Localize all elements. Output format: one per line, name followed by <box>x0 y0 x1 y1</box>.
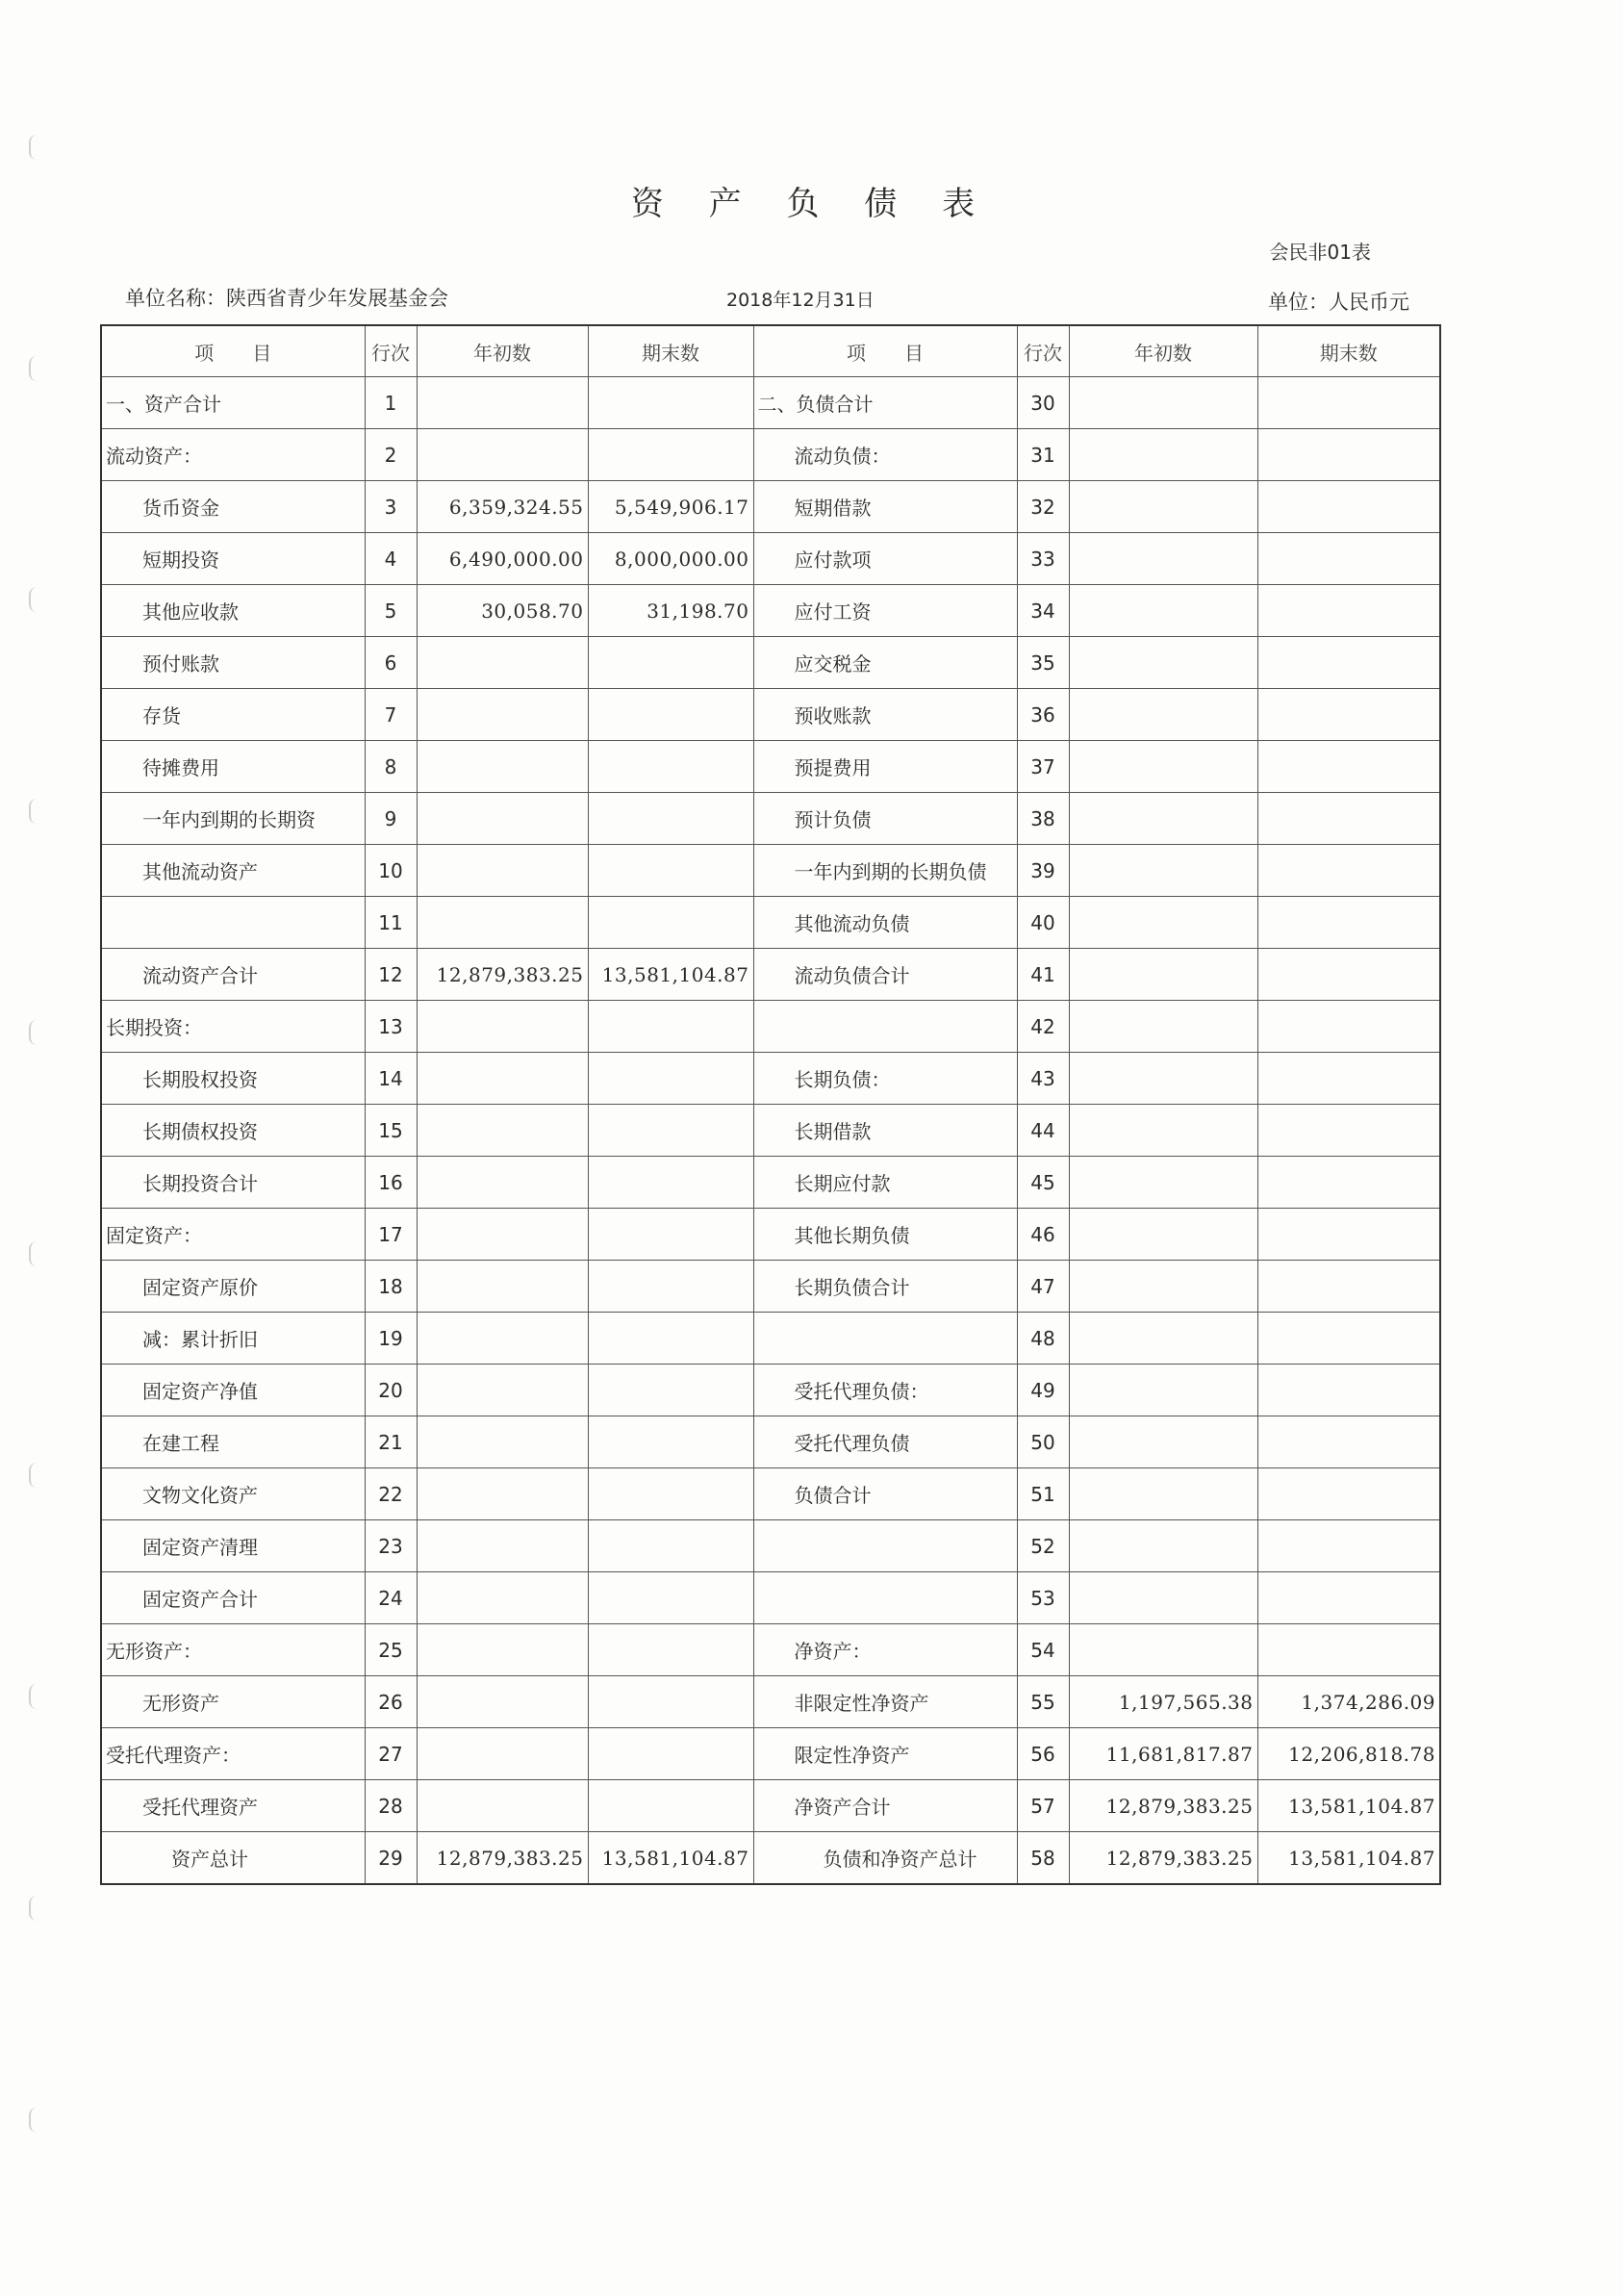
right-end-value: 1,374,286.09 <box>1257 1676 1440 1728</box>
right-line-number: 40 <box>1017 897 1069 949</box>
right-item-label: 二、负债合计 <box>753 377 1017 429</box>
table-row <box>101 1261 1440 1313</box>
right-end-value <box>1257 429 1440 481</box>
right-end-value <box>1257 1468 1440 1520</box>
right-line-number: 44 <box>1017 1105 1069 1157</box>
right-line-number: 33 <box>1017 533 1069 585</box>
left-end-value: 13,581,104.87 <box>588 949 753 1001</box>
left-line-number: 5 <box>365 585 417 637</box>
left-end-value <box>588 741 753 793</box>
left-line-number: 2 <box>365 429 417 481</box>
left-begin-value <box>417 1001 588 1053</box>
right-line-number: 34 <box>1017 585 1069 637</box>
table-row <box>101 1520 1440 1572</box>
right-end-value: 12,206,818.78 <box>1257 1728 1440 1780</box>
right-item-label: 非限定性净资产 <box>753 1676 1017 1728</box>
left-begin-value <box>417 793 588 845</box>
binder-hole-mark <box>29 1684 40 1709</box>
right-item-label: 净资产： <box>753 1624 1017 1676</box>
table-row <box>101 585 1440 637</box>
right-begin-value <box>1069 741 1257 793</box>
right-item-label: 预收账款 <box>753 689 1017 741</box>
table-header-row <box>101 325 1440 377</box>
left-line-number: 1 <box>365 377 417 429</box>
right-item-label: 预提费用 <box>753 741 1017 793</box>
right-item-label: 负债和净资产总计 <box>753 1832 1017 1885</box>
right-line-number: 45 <box>1017 1157 1069 1209</box>
left-line-number: 20 <box>365 1365 417 1416</box>
right-line-number: 41 <box>1017 949 1069 1001</box>
left-end-value <box>588 1416 753 1468</box>
left-begin-value <box>417 741 588 793</box>
table-row <box>101 741 1440 793</box>
left-begin-value: 12,879,383.25 <box>417 1832 588 1885</box>
right-line-number: 43 <box>1017 1053 1069 1105</box>
left-item-label: 长期债权投资 <box>101 1105 365 1157</box>
left-item-label: 短期投资 <box>101 533 365 585</box>
right-end-value <box>1257 1209 1440 1261</box>
right-line-number: 39 <box>1017 845 1069 897</box>
table-row <box>101 793 1440 845</box>
left-item-label: 其他应收款 <box>101 585 365 637</box>
table-row <box>101 533 1440 585</box>
left-end-value <box>588 793 753 845</box>
left-item-label: 其他流动资产 <box>101 845 365 897</box>
left-item-label: 流动资产合计 <box>101 949 365 1001</box>
right-end-value <box>1257 377 1440 429</box>
right-begin-value <box>1069 1209 1257 1261</box>
binder-hole-mark <box>29 1020 40 1045</box>
column-header-end: 期末数 <box>588 325 753 377</box>
report-date: 2018年12月31日 <box>726 290 875 311</box>
right-end-value <box>1257 1001 1440 1053</box>
right-begin-value <box>1069 1416 1257 1468</box>
right-begin-value <box>1069 377 1257 429</box>
left-begin-value <box>417 377 588 429</box>
left-item-label: 待摊费用 <box>101 741 365 793</box>
left-line-number: 15 <box>365 1105 417 1157</box>
form-code: 会民非01表 <box>1269 241 1371 264</box>
right-line-number: 31 <box>1017 429 1069 481</box>
table-row <box>101 1365 1440 1416</box>
right-line-number: 36 <box>1017 689 1069 741</box>
left-end-value <box>588 845 753 897</box>
left-end-value <box>588 1313 753 1365</box>
left-begin-value <box>417 1728 588 1780</box>
left-line-number: 28 <box>365 1780 417 1832</box>
right-item-label: 应付款项 <box>753 533 1017 585</box>
left-end-value <box>588 1261 753 1313</box>
right-item-label: 长期负债合计 <box>753 1261 1017 1313</box>
right-begin-value <box>1069 481 1257 533</box>
left-item-label: 长期投资： <box>101 1001 365 1053</box>
table-row <box>101 1105 1440 1157</box>
left-begin-value <box>417 637 588 689</box>
right-item-label: 应交税金 <box>753 637 1017 689</box>
left-begin-value <box>417 1572 588 1624</box>
left-begin-value <box>417 1624 588 1676</box>
right-item-label: 流动负债合计 <box>753 949 1017 1001</box>
left-end-value <box>588 1780 753 1832</box>
binder-hole-mark <box>29 2107 40 2132</box>
right-begin-value <box>1069 1624 1257 1676</box>
binder-hole-mark <box>29 1241 40 1266</box>
right-begin-value <box>1069 793 1257 845</box>
table-row <box>101 1313 1440 1365</box>
right-end-value: 13,581,104.87 <box>1257 1780 1440 1832</box>
left-item-label: 长期投资合计 <box>101 1157 365 1209</box>
left-begin-value <box>417 1105 588 1157</box>
right-line-number: 38 <box>1017 793 1069 845</box>
left-begin-value <box>417 1416 588 1468</box>
left-line-number: 21 <box>365 1416 417 1468</box>
right-item-label: 限定性净资产 <box>753 1728 1017 1780</box>
left-begin-value <box>417 429 588 481</box>
left-line-number: 11 <box>365 897 417 949</box>
left-begin-value: 30,058.70 <box>417 585 588 637</box>
right-end-value <box>1257 1416 1440 1468</box>
left-item-label: 货币资金 <box>101 481 365 533</box>
balance-sheet-table <box>100 324 1441 1885</box>
right-line-number: 32 <box>1017 481 1069 533</box>
table-row <box>101 1832 1440 1885</box>
left-begin-value <box>417 897 588 949</box>
right-end-value <box>1257 1313 1440 1365</box>
right-end-value <box>1257 1053 1440 1105</box>
right-begin-value <box>1069 1261 1257 1313</box>
left-end-value <box>588 1468 753 1520</box>
left-item-label: 固定资产净值 <box>101 1365 365 1416</box>
right-end-value <box>1257 1365 1440 1416</box>
right-begin-value <box>1069 897 1257 949</box>
right-begin-value <box>1069 1520 1257 1572</box>
left-item-label: 固定资产原价 <box>101 1261 365 1313</box>
left-begin-value: 6,490,000.00 <box>417 533 588 585</box>
table-row <box>101 1780 1440 1832</box>
left-end-value <box>588 377 753 429</box>
table-row <box>101 1209 1440 1261</box>
right-begin-value <box>1069 429 1257 481</box>
left-end-value <box>588 1365 753 1416</box>
right-begin-value: 12,879,383.25 <box>1069 1780 1257 1832</box>
left-end-value <box>588 637 753 689</box>
left-item-label: 预付账款 <box>101 637 365 689</box>
left-end-value <box>588 1520 753 1572</box>
binder-hole-mark <box>29 799 40 824</box>
right-begin-value <box>1069 637 1257 689</box>
right-begin-value <box>1069 845 1257 897</box>
right-item-label: 其他流动负债 <box>753 897 1017 949</box>
column-header-begin: 年初数 <box>417 325 588 377</box>
column-header-begin: 年初数 <box>1069 325 1257 377</box>
right-begin-value <box>1069 1313 1257 1365</box>
table-row <box>101 429 1440 481</box>
column-header-item: 项 目 <box>753 325 1017 377</box>
right-item-label: 负债合计 <box>753 1468 1017 1520</box>
right-item-label <box>753 1001 1017 1053</box>
right-end-value <box>1257 533 1440 585</box>
binder-hole-mark <box>29 135 40 160</box>
table-row <box>101 637 1440 689</box>
right-begin-value: 11,681,817.87 <box>1069 1728 1257 1780</box>
left-item-label: 无形资产： <box>101 1624 365 1676</box>
table-row <box>101 481 1440 533</box>
left-begin-value <box>417 1053 588 1105</box>
right-line-number: 54 <box>1017 1624 1069 1676</box>
left-item-label: 固定资产清理 <box>101 1520 365 1572</box>
right-end-value <box>1257 1105 1440 1157</box>
left-end-value <box>588 1572 753 1624</box>
binder-hole-mark <box>29 356 40 381</box>
column-header-line: 行次 <box>1017 325 1069 377</box>
left-line-number: 26 <box>365 1676 417 1728</box>
right-item-label: 一年内到期的长期负债 <box>753 845 1017 897</box>
right-item-label: 其他长期负债 <box>753 1209 1017 1261</box>
table-row <box>101 1416 1440 1468</box>
left-line-number: 9 <box>365 793 417 845</box>
left-begin-value <box>417 1676 588 1728</box>
left-begin-value: 12,879,383.25 <box>417 949 588 1001</box>
left-item-label <box>101 897 365 949</box>
right-item-label: 长期借款 <box>753 1105 1017 1157</box>
right-begin-value <box>1069 1001 1257 1053</box>
column-header-end: 期末数 <box>1257 325 1440 377</box>
right-end-value <box>1257 845 1440 897</box>
left-item-label: 资产总计 <box>101 1832 365 1885</box>
right-begin-value <box>1069 1053 1257 1105</box>
left-begin-value <box>417 1209 588 1261</box>
left-end-value: 8,000,000.00 <box>588 533 753 585</box>
column-header-line: 行次 <box>365 325 417 377</box>
right-begin-value <box>1069 949 1257 1001</box>
right-begin-value: 1,197,565.38 <box>1069 1676 1257 1728</box>
table-row <box>101 377 1440 429</box>
right-line-number: 50 <box>1017 1416 1069 1468</box>
right-item-label: 受托代理负债： <box>753 1365 1017 1416</box>
right-end-value <box>1257 481 1440 533</box>
left-line-number: 16 <box>365 1157 417 1209</box>
table-row <box>101 845 1440 897</box>
right-begin-value: 12,879,383.25 <box>1069 1832 1257 1885</box>
table-row <box>101 1468 1440 1520</box>
table-row <box>101 1053 1440 1105</box>
right-begin-value <box>1069 1365 1257 1416</box>
left-begin-value <box>417 1468 588 1520</box>
right-end-value <box>1257 1157 1440 1209</box>
left-item-label: 在建工程 <box>101 1416 365 1468</box>
left-begin-value <box>417 845 588 897</box>
table-row <box>101 689 1440 741</box>
right-item-label: 短期借款 <box>753 481 1017 533</box>
left-end-value <box>588 1676 753 1728</box>
right-end-value <box>1257 585 1440 637</box>
left-end-value: 31,198.70 <box>588 585 753 637</box>
right-begin-value <box>1069 1572 1257 1624</box>
left-line-number: 14 <box>365 1053 417 1105</box>
left-line-number: 24 <box>365 1572 417 1624</box>
left-end-value <box>588 897 753 949</box>
right-end-value <box>1257 1520 1440 1572</box>
right-line-number: 48 <box>1017 1313 1069 1365</box>
table-row <box>101 1676 1440 1728</box>
right-item-label <box>753 1520 1017 1572</box>
table-row <box>101 1157 1440 1209</box>
right-end-value <box>1257 741 1440 793</box>
right-line-number: 56 <box>1017 1728 1069 1780</box>
left-line-number: 27 <box>365 1728 417 1780</box>
right-end-value <box>1257 689 1440 741</box>
right-end-value: 13,581,104.87 <box>1257 1832 1440 1885</box>
right-item-label <box>753 1313 1017 1365</box>
left-end-value <box>588 429 753 481</box>
right-line-number: 46 <box>1017 1209 1069 1261</box>
right-line-number: 30 <box>1017 377 1069 429</box>
left-begin-value: 6,359,324.55 <box>417 481 588 533</box>
left-end-value <box>588 1053 753 1105</box>
right-item-label: 长期应付款 <box>753 1157 1017 1209</box>
left-line-number: 12 <box>365 949 417 1001</box>
right-end-value <box>1257 637 1440 689</box>
table-row <box>101 1572 1440 1624</box>
left-line-number: 7 <box>365 689 417 741</box>
document-title: 资 产 负 债 表 <box>630 185 993 223</box>
right-item-label: 流动负债： <box>753 429 1017 481</box>
left-line-number: 22 <box>365 1468 417 1520</box>
right-line-number: 37 <box>1017 741 1069 793</box>
right-item-label: 应付工资 <box>753 585 1017 637</box>
right-item-label: 净资产合计 <box>753 1780 1017 1832</box>
left-end-value: 13,581,104.87 <box>588 1832 753 1885</box>
right-begin-value <box>1069 533 1257 585</box>
left-begin-value <box>417 1157 588 1209</box>
left-end-value <box>588 1157 753 1209</box>
left-line-number: 25 <box>365 1624 417 1676</box>
table-row <box>101 949 1440 1001</box>
right-end-value <box>1257 793 1440 845</box>
left-line-number: 10 <box>365 845 417 897</box>
right-begin-value <box>1069 1157 1257 1209</box>
left-item-label: 一年内到期的长期资 <box>101 793 365 845</box>
left-begin-value <box>417 1520 588 1572</box>
left-line-number: 3 <box>365 481 417 533</box>
left-line-number: 8 <box>365 741 417 793</box>
currency-unit: 单位：人民币元 <box>1268 291 1409 314</box>
right-line-number: 58 <box>1017 1832 1069 1885</box>
left-item-label: 受托代理资产： <box>101 1728 365 1780</box>
right-item-label: 长期负债： <box>753 1053 1017 1105</box>
left-item-label: 流动资产： <box>101 429 365 481</box>
right-end-value <box>1257 1261 1440 1313</box>
right-end-value <box>1257 1572 1440 1624</box>
right-item-label <box>753 1572 1017 1624</box>
table-row <box>101 897 1440 949</box>
left-begin-value <box>417 1313 588 1365</box>
right-item-label: 预计负债 <box>753 793 1017 845</box>
right-begin-value <box>1069 585 1257 637</box>
left-end-value <box>588 1209 753 1261</box>
left-item-label: 无形资产 <box>101 1676 365 1728</box>
organization-name: 单位名称：陕西省青少年发展基金会 <box>125 287 448 310</box>
right-line-number: 52 <box>1017 1520 1069 1572</box>
left-line-number: 19 <box>365 1313 417 1365</box>
right-begin-value <box>1069 1468 1257 1520</box>
left-item-label: 固定资产合计 <box>101 1572 365 1624</box>
table-row <box>101 1728 1440 1780</box>
left-line-number: 23 <box>365 1520 417 1572</box>
column-header-item: 项 目 <box>101 325 365 377</box>
left-end-value: 5,549,906.17 <box>588 481 753 533</box>
right-begin-value <box>1069 1105 1257 1157</box>
left-end-value <box>588 1728 753 1780</box>
right-line-number: 53 <box>1017 1572 1069 1624</box>
left-line-number: 6 <box>365 637 417 689</box>
table-row <box>101 1624 1440 1676</box>
right-end-value <box>1257 897 1440 949</box>
left-item-label: 固定资产： <box>101 1209 365 1261</box>
right-line-number: 49 <box>1017 1365 1069 1416</box>
left-line-number: 18 <box>365 1261 417 1313</box>
left-begin-value <box>417 689 588 741</box>
table-row <box>101 1001 1440 1053</box>
binder-hole-mark <box>29 587 40 612</box>
right-item-label: 受托代理负债 <box>753 1416 1017 1468</box>
right-line-number: 42 <box>1017 1001 1069 1053</box>
right-end-value <box>1257 949 1440 1001</box>
left-end-value <box>588 1001 753 1053</box>
left-item-label: 存货 <box>101 689 365 741</box>
right-end-value <box>1257 1624 1440 1676</box>
left-line-number: 17 <box>365 1209 417 1261</box>
left-item-label: 文物文化资产 <box>101 1468 365 1520</box>
left-item-label: 长期股权投资 <box>101 1053 365 1105</box>
left-item-label: 一、资产合计 <box>101 377 365 429</box>
left-item-label: 受托代理资产 <box>101 1780 365 1832</box>
left-begin-value <box>417 1365 588 1416</box>
right-line-number: 35 <box>1017 637 1069 689</box>
right-line-number: 51 <box>1017 1468 1069 1520</box>
left-line-number: 13 <box>365 1001 417 1053</box>
left-end-value <box>588 1105 753 1157</box>
left-begin-value <box>417 1780 588 1832</box>
left-begin-value <box>417 1261 588 1313</box>
binder-hole-mark <box>29 1463 40 1488</box>
left-end-value <box>588 1624 753 1676</box>
right-begin-value <box>1069 689 1257 741</box>
left-line-number: 4 <box>365 533 417 585</box>
right-line-number: 47 <box>1017 1261 1069 1313</box>
right-line-number: 57 <box>1017 1780 1069 1832</box>
binder-hole-mark <box>29 1896 40 1921</box>
right-line-number: 55 <box>1017 1676 1069 1728</box>
left-item-label: 减：累计折旧 <box>101 1313 365 1365</box>
left-end-value <box>588 689 753 741</box>
left-line-number: 29 <box>365 1832 417 1885</box>
